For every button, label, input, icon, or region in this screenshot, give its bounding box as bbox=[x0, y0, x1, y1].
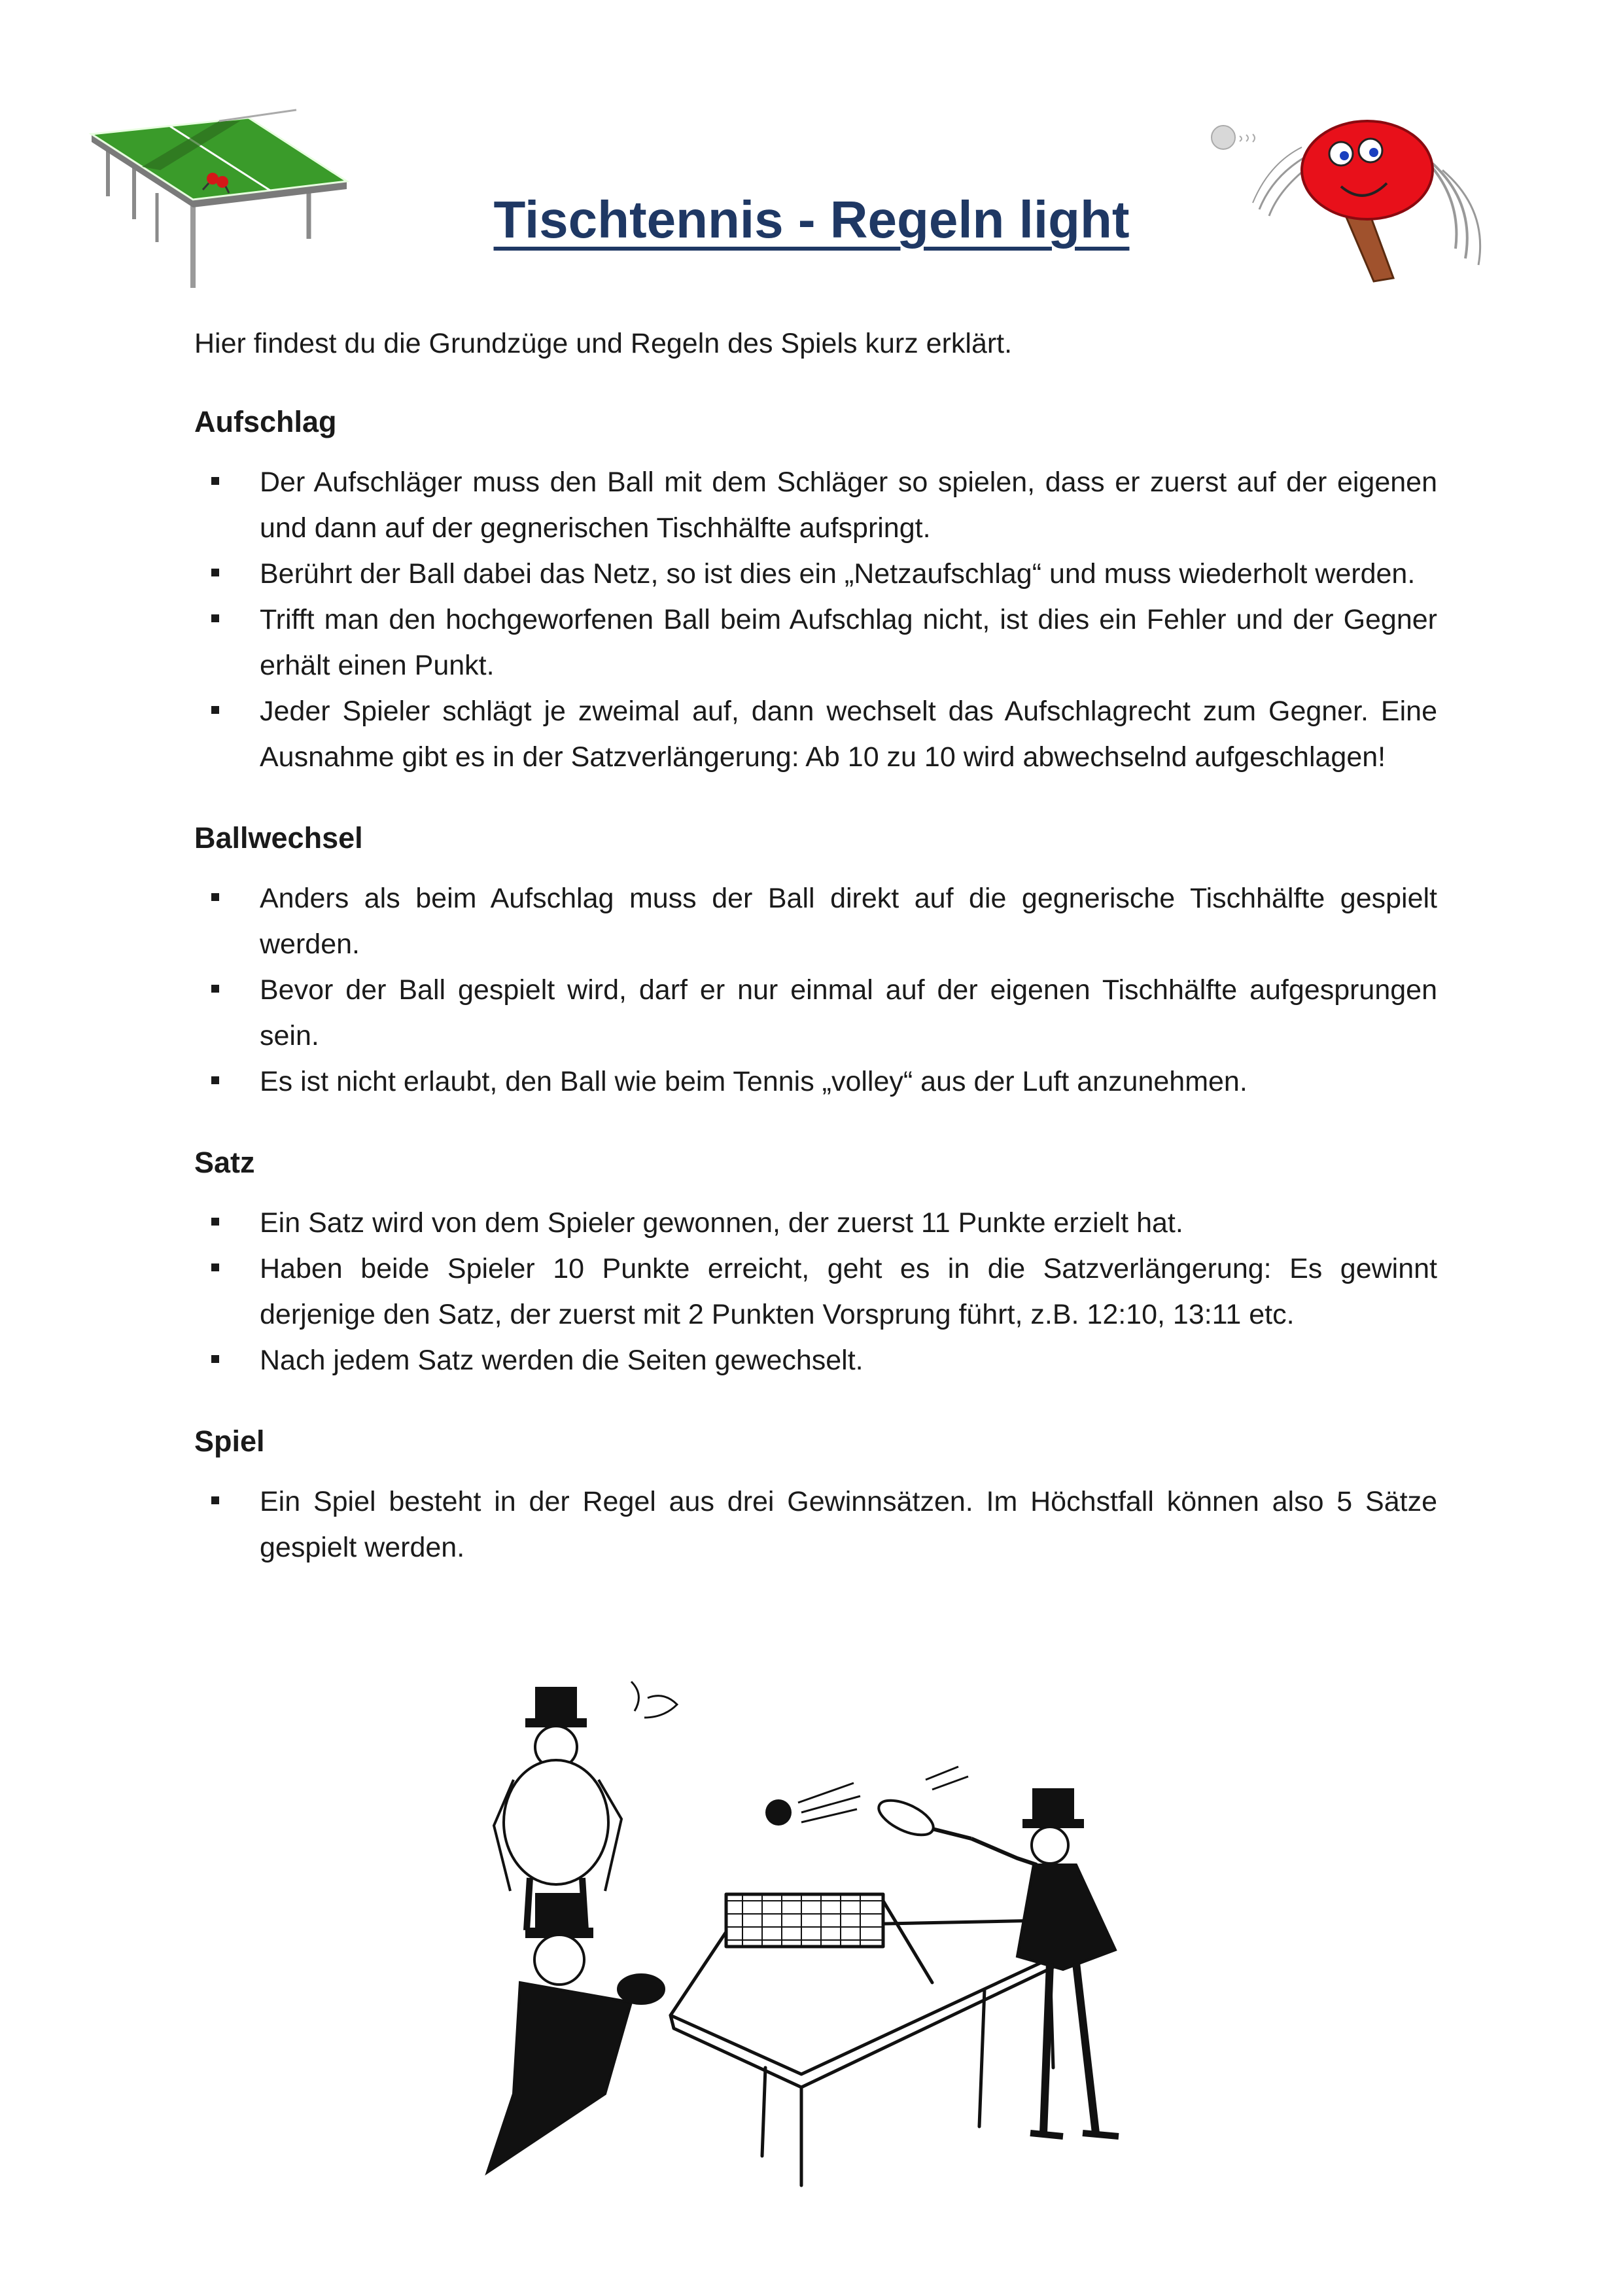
vintage-table-tennis-cartoon bbox=[474, 1675, 1194, 2205]
section-heading: Aufschlag bbox=[194, 405, 337, 438]
list-item bbox=[194, 551, 1437, 597]
list-item-text: Es ist nicht erlaubt, den Ball wie beim Tennis „volley“ aus der Luft anzunehmen. bbox=[260, 1066, 1248, 1097]
rule-list bbox=[194, 459, 1437, 780]
list-item bbox=[194, 459, 1437, 551]
section-heading: Satz bbox=[194, 1146, 255, 1179]
list-item bbox=[194, 1200, 1437, 1246]
list-item-text: Bevor der Ball gespielt wird, darf er nur einmal auf der eigenen Tischhälfte aufgesprungen sein. bbox=[260, 974, 1437, 1051]
square-bullet-icon bbox=[211, 1076, 219, 1084]
square-bullet-icon bbox=[211, 1496, 219, 1504]
intro-text: Hier findest du die Grundzüge und Regeln des Spiels kurz erklärt. bbox=[194, 328, 1013, 359]
section-aufschlag bbox=[194, 399, 1437, 780]
square-bullet-icon bbox=[211, 614, 219, 622]
section-heading: Spiel bbox=[194, 1424, 265, 1458]
list-item-text: Der Aufschläger muss den Ball mit dem Schläger so spielen, dass er zuerst auf der eigenen und dann auf der gegnerischen Tischhälfte aufspringt. bbox=[260, 467, 1437, 544]
list-item bbox=[194, 1246, 1437, 1337]
square-bullet-icon bbox=[211, 1263, 219, 1271]
square-bullet-icon bbox=[211, 1218, 219, 1226]
rule-list bbox=[194, 1479, 1437, 1570]
list-item-text: Trifft man den hochgeworfenen Ball beim Aufschlag nicht, ist dies ein Fehler und der Gegner erhält einen Punkt. bbox=[260, 604, 1437, 681]
square-bullet-icon bbox=[211, 1355, 219, 1363]
square-bullet-icon bbox=[211, 477, 219, 485]
rule-list bbox=[194, 1200, 1437, 1383]
square-bullet-icon bbox=[211, 706, 219, 714]
section-ballwechsel bbox=[194, 815, 1437, 1104]
list-item-text: Anders als beim Aufschlag muss der Ball direkt auf die gegnerische Tischhälfte gespielt werden. bbox=[260, 883, 1437, 960]
list-item bbox=[194, 597, 1437, 688]
list-item-text: Ein Satz wird von dem Spieler gewonnen, der zuerst 11 Punkte erzielt hat. bbox=[260, 1207, 1183, 1239]
square-bullet-icon bbox=[211, 893, 219, 901]
square-bullet-icon bbox=[211, 569, 219, 576]
rule-list bbox=[194, 875, 1437, 1104]
list-item-text: Nach jedem Satz werden die Seiten gewechselt. bbox=[260, 1345, 864, 1376]
page-title: Tischtennis - Regeln light bbox=[493, 190, 1130, 249]
list-item-text: Haben beide Spieler 10 Punkte erreicht, geht es in die Satzverlängerung: Es gewinnt derjenige den Satz, der zuerst mit 2 Punkten Vorsprung führt, z.B. 12:10, 13:11 etc. bbox=[260, 1253, 1437, 1330]
list-item bbox=[194, 1479, 1437, 1570]
list-item-text: Jeder Spieler schlägt je zweimal auf, dann wechselt das Aufschlagrecht zum Gegner. Eine Ausnahme gibt es in der Satzverlängerung: Ab 10 zu 10 wird abwechselnd aufgeschlagen! bbox=[260, 696, 1437, 773]
section-satz bbox=[194, 1140, 1437, 1383]
list-item bbox=[194, 1337, 1437, 1383]
list-item-text: Berührt der Ball dabei das Netz, so ist dies ein „Netzaufschlag“ und muss wiederholt werden. bbox=[260, 558, 1416, 590]
document-body bbox=[194, 321, 1437, 1606]
list-item bbox=[194, 967, 1437, 1059]
list-item bbox=[194, 1059, 1437, 1104]
section-spiel bbox=[194, 1419, 1437, 1570]
list-item-text: Ein Spiel besteht in der Regel aus drei Gewinnsätzen. Im Höchstfall können also 5 Sätze gespielt werden. bbox=[260, 1486, 1437, 1563]
list-item bbox=[194, 688, 1437, 780]
square-bullet-icon bbox=[211, 985, 219, 993]
list-item bbox=[194, 875, 1437, 967]
section-heading: Ballwechsel bbox=[194, 821, 363, 855]
